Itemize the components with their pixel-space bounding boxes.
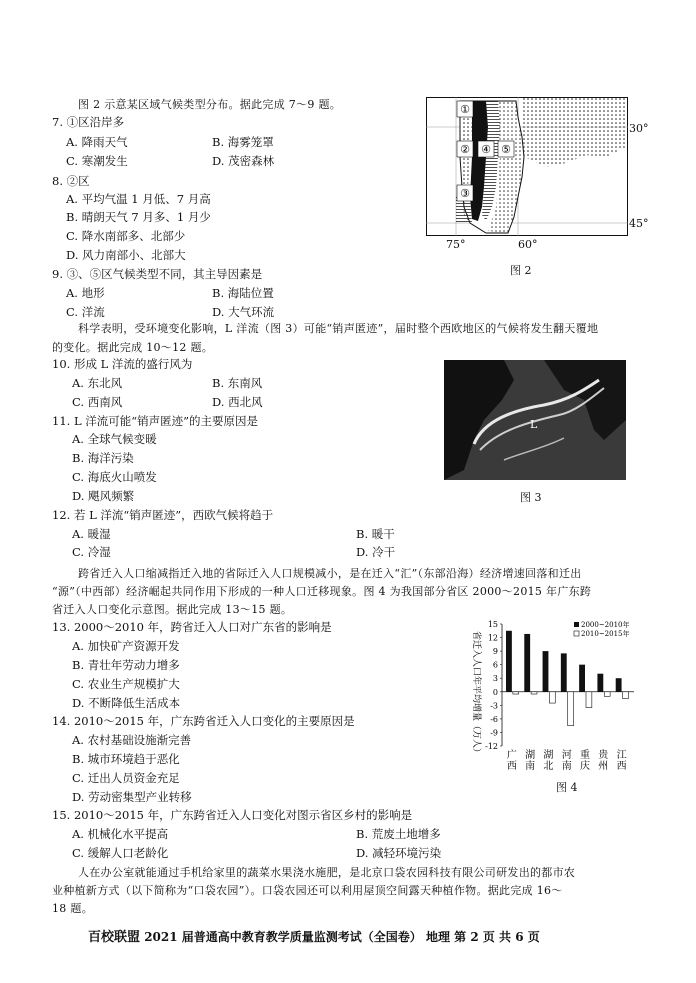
q13-option-d: D. 不断降低生活成本 xyxy=(72,696,181,710)
q8-option-a: A. 平均气温 1 月低、7 月高 xyxy=(66,192,211,206)
fig2-lat-30: 30° xyxy=(629,122,649,135)
q14-stem: 14. 2010～2015 年，广东跨省迁入人口变化的主要原因是 xyxy=(52,714,355,728)
q11-option-d: D. 飓风频繁 xyxy=(72,489,135,503)
q12-option-a: A. 暖湿 xyxy=(72,527,111,541)
q15-option-a: A. 机械化水平提高 xyxy=(72,827,169,841)
zone-4-label: ④ xyxy=(481,143,491,156)
category-label-1: 南 xyxy=(525,761,536,772)
figure-2-map xyxy=(426,97,628,236)
chart-y-tick-label: 0 xyxy=(492,687,498,697)
q15-option-c: C. 缓解人口老龄化 xyxy=(72,846,169,860)
q14-option-a: A. 农村基础设施渐完善 xyxy=(72,733,192,747)
zone-5-label: ⑤ xyxy=(501,143,511,156)
q15-option-d: D. 减轻环境污染 xyxy=(356,846,442,860)
figure-3-map xyxy=(444,360,626,480)
category-label-5: 州 xyxy=(598,761,609,772)
fig2-lon-75: 75° xyxy=(446,238,466,251)
zone-3-label: ③ xyxy=(460,187,470,200)
q15-option-b: B. 荒废土地增多 xyxy=(356,827,441,841)
sec4-intro-line1: 人在办公室就能通过手机给家里的蔬菜水果浇水施肥，是北京口袋农园科技有限公司研发出的都市农 xyxy=(78,866,576,879)
q11-option-c: C. 海底火山喷发 xyxy=(72,470,157,484)
bar-2010-2015-6 xyxy=(623,692,629,699)
sec2-intro-line2: 的变化。据此完成 10～12 题。 xyxy=(52,341,214,354)
q11-option-b: B. 海洋污染 xyxy=(72,451,134,465)
q9-option-b: B. 海陆位置 xyxy=(212,286,274,300)
q10-option-d: D. 西北风 xyxy=(212,395,263,409)
chart-y-tick-label: 6 xyxy=(492,660,498,670)
q10-stem: 10. 形成 L 洋流的盛行风为 xyxy=(52,357,193,371)
bar-2000-2010-3 xyxy=(561,653,567,691)
current-L-label: L xyxy=(530,418,538,431)
q13-option-c: C. 农业生产规模扩大 xyxy=(72,677,180,691)
legend-swatch-2000-2010 xyxy=(574,622,579,627)
legend-label-2000-2010: 2000~2010年 xyxy=(581,621,630,629)
page-footer xyxy=(88,926,540,945)
bar-2010-2015-1 xyxy=(531,692,537,694)
chart-y-tick-label: 9 xyxy=(492,647,498,657)
q8-stem: 8. ②区 xyxy=(52,174,90,188)
q8-option-b: B. 晴朗天气 7 月多、1 月少 xyxy=(66,210,211,224)
zone-1-label: ① xyxy=(460,103,470,116)
chart-y-tick-label: 3 xyxy=(492,674,498,684)
sec3-intro-line2: “源”（中西部）经济崛起共同作用下形成的一种人口迁移现象。图 4 为我国部分省区 2000～2015 年广东跨 xyxy=(52,585,592,598)
q7-option-c: C. 寒潮发生 xyxy=(66,154,128,168)
category-label-2: 北 xyxy=(543,761,554,772)
q7-option-d: D. 茂密森林 xyxy=(212,154,275,168)
fig2-lon-60: 60° xyxy=(518,238,538,251)
category-label-3: 河 xyxy=(561,750,572,761)
sec1-intro: 图 2 示意某区域气候类型分布。据此完成 7～9 题。 xyxy=(78,98,342,111)
q9-stem: 9. ③、⑤区气候类型不同，其主导因素是 xyxy=(52,267,263,281)
category-label-0: 广 xyxy=(506,750,517,761)
category-label-0: 西 xyxy=(506,761,517,772)
chart-y-tick-label: 12 xyxy=(487,633,498,643)
q10-option-c: C. 西南风 xyxy=(72,395,123,409)
q8-option-c: C. 降水南部多、北部少 xyxy=(66,229,186,243)
bar-2000-2010-6 xyxy=(616,678,622,692)
chart-y-tick-label: -12 xyxy=(485,742,498,751)
q13-stem: 13. 2000～2010 年，跨省迁入人口对广东省的影响是 xyxy=(52,620,332,634)
bar-2000-2010-0 xyxy=(506,631,512,692)
chart-ylabel: 省迁入人口年平均增量（万人） xyxy=(471,630,481,758)
figure-4-chart xyxy=(462,614,638,774)
category-label-1: 湖 xyxy=(525,750,536,761)
category-label-2: 湖 xyxy=(543,750,554,761)
category-label-4: 庆 xyxy=(579,761,590,772)
bar-2000-2010-1 xyxy=(524,634,530,692)
chart-y-tick-label: 15 xyxy=(487,620,498,629)
sec4-intro-line3: 18 题。 xyxy=(52,902,93,915)
bar-2010-2015-5 xyxy=(604,692,610,697)
q10-option-b: B. 东南风 xyxy=(212,376,263,390)
sec3-intro-line3: 省迁入人口变化示意图。据此完成 13～15 题。 xyxy=(52,603,293,616)
chart-y-tick-label: -6 xyxy=(490,714,498,724)
q14-option-c: C. 迁出人员资金充足 xyxy=(72,771,180,785)
q15-stem: 15. 2010～2015 年，广东跨省迁入人口变化对图示省区乡村的影响是 xyxy=(52,808,413,822)
sec2-intro-line1: 科学表明，受环境变化影响，L 洋流（图 3）可能“销声匿迹”，届时整个西欧地区的气候将发生翻天覆地 xyxy=(78,322,599,335)
figure-4-caption: 图 4 xyxy=(556,781,578,794)
bar-2000-2010-4 xyxy=(579,665,585,692)
chart-y-tick-label: -3 xyxy=(490,701,498,711)
category-label-5: 贵 xyxy=(598,750,609,761)
q11-option-a: A. 全球气候变暖 xyxy=(72,432,157,446)
legend-swatch-2010-2015 xyxy=(574,631,579,636)
q12-stem: 12. 若 L 洋流“销声匿迹”，西欧气候将趋于 xyxy=(52,508,274,522)
chart-y-tick-label: -9 xyxy=(490,728,498,738)
bar-2010-2015-4 xyxy=(586,692,592,708)
q14-option-b: B. 城市环境趋于恶化 xyxy=(72,752,180,766)
legend-label-2010-2015: 2010~2015年 xyxy=(581,630,630,638)
bar-2010-2015-2 xyxy=(549,692,555,703)
sec4-intro-line2: 业种植新方式（以下简称为“口袋农园”）。口袋农园还可以利用屋顶空间露天种植作物。据此完成 16～ xyxy=(52,884,563,897)
figure-3-caption: 图 3 xyxy=(520,491,542,504)
category-label-6: 江 xyxy=(616,750,627,761)
q9-option-a: A. 地形 xyxy=(66,286,105,300)
sec3-intro-line1: 跨省迁入人口缩减指迁入地的省际迁入人口规模减小，是在迁入“汇”（东部沿海）经济增速回落和迁出 xyxy=(78,567,582,580)
q12-option-d: D. 冷干 xyxy=(356,545,396,559)
bar-2010-2015-3 xyxy=(568,692,574,726)
q7-option-b: B. 海雾笼罩 xyxy=(212,135,274,149)
figure-2-caption: 图 2 xyxy=(510,264,532,277)
publisher-logo: 百校联盟 xyxy=(88,930,141,945)
q8-option-d: D. 风力南部小、北部大 xyxy=(66,248,186,262)
q7-stem: 7. ①区沿岸多 xyxy=(52,115,125,129)
bar-2000-2010-2 xyxy=(543,651,549,692)
q13-option-b: B. 青壮年劳动力增多 xyxy=(72,658,180,672)
category-label-4: 重 xyxy=(579,750,590,761)
q12-option-b: B. 暖干 xyxy=(356,527,395,541)
q7-option-a: A. 降雨天气 xyxy=(66,135,128,149)
zone-2-label: ② xyxy=(460,143,470,156)
category-label-3: 南 xyxy=(561,761,572,772)
q11-stem: 11. L 洋流可能“销声匿迹”的主要原因是 xyxy=(52,414,258,428)
category-label-6: 西 xyxy=(616,761,627,772)
q10-option-a: A. 东北风 xyxy=(72,376,123,390)
q9-option-c: C. 洋流 xyxy=(66,305,105,319)
q13-option-a: A. 加快矿产资源开发 xyxy=(72,639,180,653)
q14-option-d: D. 劳动密集型产业转移 xyxy=(72,790,192,804)
q9-option-d: D. 大气环流 xyxy=(212,305,275,319)
bar-2000-2010-5 xyxy=(597,674,603,692)
footer-text: 2021 届普通高中教育教学质量监测考试（全国卷） 地理 第 2 页 共 6 页 xyxy=(144,930,540,944)
bar-2010-2015-0 xyxy=(513,692,519,694)
q12-option-c: C. 冷湿 xyxy=(72,545,111,559)
fig2-lat-45: 45° xyxy=(629,217,649,230)
